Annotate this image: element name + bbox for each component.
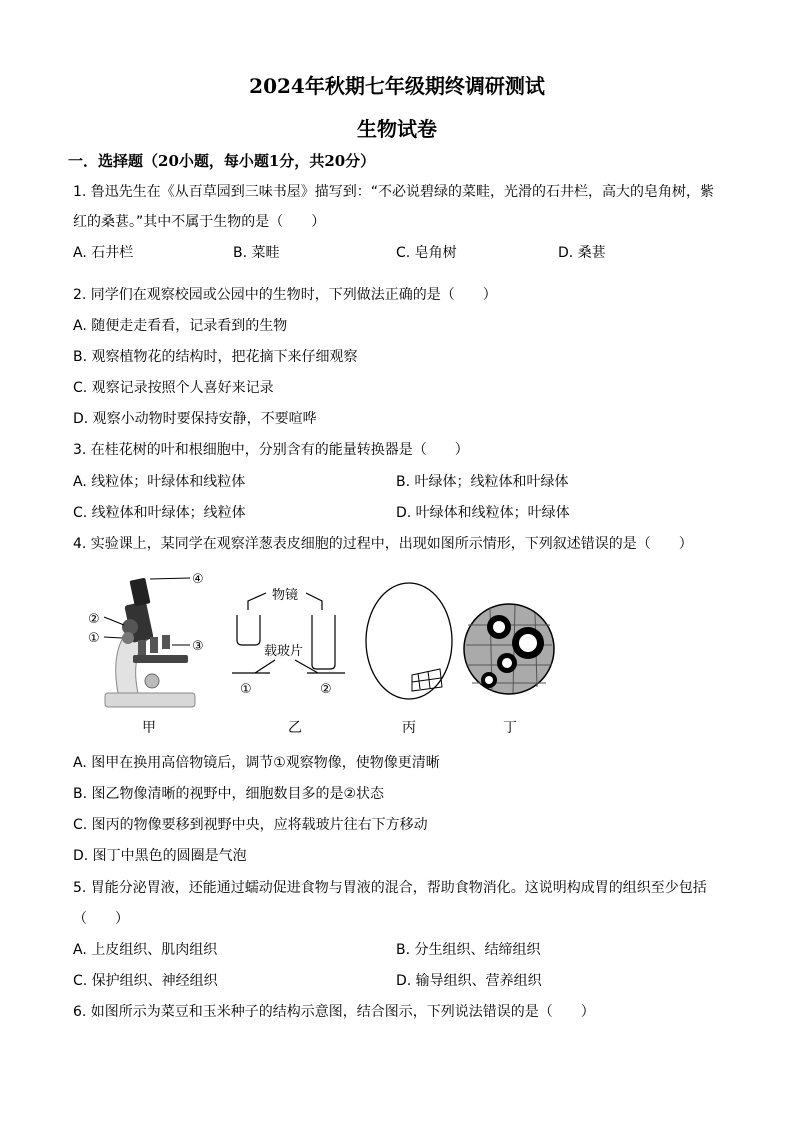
q1-option-c: C. 皂角树 bbox=[396, 245, 457, 261]
q2-stem: 2. 同学们在观察校园或公园中的生物时，下列做法正确的是（ ） bbox=[73, 287, 497, 303]
q2-option-a: A. 随便走走看看，记录看到的生物 bbox=[73, 318, 288, 334]
q1-option-a: A. 石井栏 bbox=[73, 245, 134, 261]
q5-option-c: C. 保护组织、神经组织 bbox=[73, 973, 218, 989]
q3-option-b: B. 叶绿体；线粒体和叶绿体 bbox=[396, 474, 569, 490]
yi-mark-2: ② bbox=[320, 682, 332, 697]
q4-option-a: A. 图甲在换用高倍物镜后，调节①观察物像，使物像更清晰 bbox=[73, 755, 440, 771]
field-of-view-bing bbox=[366, 583, 452, 699]
q2-option-b: B. 观察植物花的结构时，把花摘下来仔细观察 bbox=[73, 349, 358, 365]
q1-option-b: B. 菜畦 bbox=[233, 245, 280, 261]
q5-option-b: B. 分生组织、结缔组织 bbox=[396, 942, 541, 958]
yi-slide-label: 载玻片 bbox=[264, 644, 304, 659]
field-of-view-ding bbox=[464, 604, 554, 694]
q2-option-c: C. 观察记录按照个人喜好来记录 bbox=[73, 380, 274, 396]
q3-option-c: C. 线粒体和叶绿体；线粒体 bbox=[73, 505, 246, 521]
yi-objective-label: 物镜 bbox=[272, 588, 299, 603]
exam-title: 2024年秋期七年级期终调研测试 bbox=[249, 74, 545, 98]
yi-mark-1: ① bbox=[240, 682, 252, 697]
label-jia: 甲 bbox=[142, 720, 156, 736]
q6-stem: 6. 如图所示为菜豆和玉米种子的结构示意图，结合图示，下列说法错误的是（ ） bbox=[73, 1004, 595, 1020]
q3-option-d: D. 叶绿体和线粒体；叶绿体 bbox=[396, 505, 570, 521]
q5-stem-line2: （ ） bbox=[73, 911, 129, 927]
q1-stem-line2: 红的桑葚。”其中不属于生物的是（ ） bbox=[73, 214, 326, 230]
q1-stem-line1: 1. 鲁迅先生在《从百草园到三味书屋》描写到：“不必说碧绿的菜畦，光滑的石井栏，高大的皂角树，紫 bbox=[73, 184, 715, 200]
q5-option-a: A. 上皮组织、肌肉组织 bbox=[73, 942, 218, 958]
objective-slide-figure bbox=[232, 587, 345, 697]
q4-stem: 4. 实验课上，某同学在观察洋葱表皮细胞的过程中，出现如图所示情形，下列叙述错误的是（ ） bbox=[73, 536, 693, 552]
q5-stem-line1: 5. 胃能分泌胃液，还能通过蠕动促进食物与胃液的混合，帮助食物消化。这说明构成胃的组织至少包括 bbox=[73, 880, 707, 896]
jia-mark-3: ③ bbox=[192, 639, 204, 654]
q3-stem: 3. 在桂花树的叶和根细胞中，分别含有的能量转换器是（ ） bbox=[73, 442, 469, 458]
section-heading: 一．选择题（20小题，每小题1分，共20分） bbox=[68, 152, 376, 170]
exam-subtitle: 生物试卷 bbox=[357, 117, 437, 141]
label-bing: 丙 bbox=[402, 720, 416, 736]
label-yi: 乙 bbox=[288, 720, 302, 736]
jia-mark-1: ① bbox=[88, 631, 100, 646]
q4-option-d: D. 图丁中黑色的圆圈是气泡 bbox=[73, 848, 247, 864]
jia-mark-2: ② bbox=[88, 612, 100, 627]
label-ding: 丁 bbox=[503, 720, 517, 736]
q4-option-b: B. 图乙物像清晰的视野中，细胞数目多的是②状态 bbox=[73, 786, 385, 802]
q3-option-a: A. 线粒体；叶绿体和线粒体 bbox=[73, 474, 246, 490]
q5-option-d: D. 输导组织、营养组织 bbox=[396, 973, 542, 989]
q2-option-d: D. 观察小动物时要保持安静，不要喧哗 bbox=[73, 411, 317, 427]
q4-figure bbox=[0, 565, 794, 765]
jia-mark-4: ④ bbox=[192, 572, 204, 587]
q1-option-d: D. 桑葚 bbox=[558, 245, 606, 261]
microscope-figure bbox=[88, 572, 204, 707]
q4-option-c: C. 图丙的物像要移到视野中央，应将载玻片往右下方移动 bbox=[73, 817, 428, 833]
